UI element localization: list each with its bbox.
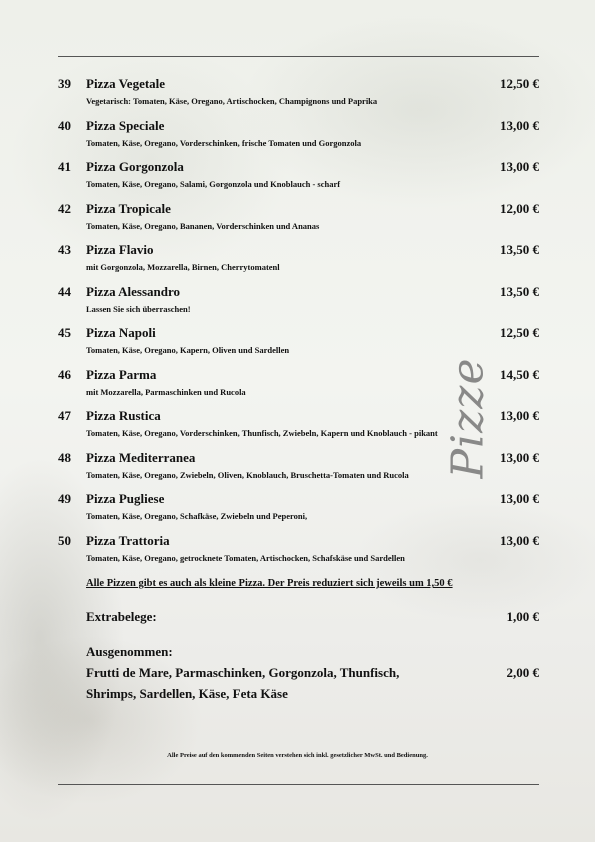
menu-item-name: Pizza Pugliese (86, 491, 165, 506)
menu-item (58, 118, 539, 154)
menu-item-description: Tomaten, Käse, Oregano, getrocknete Tomaten, Artischocken, Schafskäse und Sardellen (86, 552, 405, 563)
menu-item-description: mit Gorgonzola, Mozzarella, Birnen, Cherrytomatenl (86, 262, 280, 272)
menu-item-name: Pizza Flavio (86, 242, 154, 257)
menu-item-description: Vegetarisch: Tomaten, Käse, Oregano, Artischocken, Champignons und Paprika (86, 96, 378, 106)
menu-item-name: Pizza Vegetale (86, 76, 166, 91)
menu-item-number: 48 (58, 449, 71, 465)
menu-item (58, 491, 539, 527)
menu-item-price: 12,50 € (500, 76, 539, 91)
menu-item-price: 14,50 € (500, 366, 539, 382)
menu-item-description: Tomaten, Käse, Oregano, Schafkäse, Zwiebeln und Peperoni, (86, 511, 308, 521)
menu-item-name: Pizza Mediterranea (86, 449, 196, 465)
menu-item (58, 450, 539, 486)
menu-item-number: 50 (58, 532, 71, 548)
menu-item-number: 47 (58, 408, 71, 423)
menu-item-description: Tomaten, Käse, Oregano, Zwiebeln, Oliven, Knoblauch, Bruschetta-Tomaten und Rucola (86, 469, 409, 480)
menu-item (58, 367, 539, 403)
price-footnote: Alle Preise auf den kommenden Seiten verstehen sich inkl. gesetzlicher MwSt. und Bedienung. (167, 752, 428, 759)
bottom-divider (58, 784, 539, 785)
menu-item-number: 41 (58, 159, 71, 174)
menu-item-number: 39 (58, 76, 71, 91)
menu-item (58, 325, 539, 361)
menu-item-price: 12,50 € (500, 325, 539, 340)
menu-item-description: mit Mozzarella, Parmaschinken und Rucola (86, 386, 246, 397)
excluded-price: 2,00 € (506, 665, 539, 680)
menu-item (58, 533, 539, 569)
menu-item-price: 13,00 € (500, 491, 539, 506)
menu-item-description: Tomaten, Käse, Oregano, Bananen, Vorderschinken und Ananas (86, 220, 320, 231)
menu-item-name: Pizza Napoli (86, 325, 156, 340)
menu-item-price: 13,50 € (500, 242, 539, 257)
menu-item-number: 45 (58, 325, 71, 340)
menu-item-price: 13,00 € (500, 117, 539, 133)
menu-item-name: Pizza Parma (86, 366, 157, 382)
menu-item (58, 76, 539, 112)
menu-item-price: 13,00 € (500, 159, 539, 174)
section-title-vertical: Pizze (442, 357, 494, 479)
top-divider (58, 56, 539, 57)
menu-item-price: 13,50 € (500, 283, 539, 299)
menu-item-number: 40 (58, 117, 71, 133)
menu-item-description: Tomaten, Käse, Oregano, Vorderschinken, Thunfisch, Zwiebeln, Kapern und Knoblauch - pikant (86, 428, 438, 438)
menu-item (58, 284, 539, 320)
menu-item-name: Pizza Speciale (86, 117, 165, 133)
menu-item-number: 42 (58, 200, 71, 216)
menu-item-name: Pizza Alessandro (86, 283, 181, 299)
menu-item (58, 159, 539, 195)
menu-item-number: 44 (58, 283, 71, 299)
small-pizza-note: Alle Pizzen gibt es auch als kleine Pizza. Der Preis reduziert sich jeweils um 1,50 € (86, 578, 453, 589)
menu-item (58, 408, 539, 444)
menu-item-name: Pizza Rustica (86, 408, 161, 423)
menu-item-price: 13,00 € (500, 408, 539, 423)
menu-item-number: 46 (58, 366, 71, 382)
extras-label: Extrabelege: (86, 609, 157, 624)
menu-item-description: Tomaten, Käse, Oregano, Salami, Gorgonzola und Knoblauch - scharf (86, 179, 341, 189)
menu-item (58, 201, 539, 237)
excluded-list-line-1: Frutti de Mare, Parmaschinken, Gorgonzola, Thunfisch, (86, 665, 400, 680)
menu-item-price: 13,00 € (500, 532, 539, 548)
menu-item-name: Pizza Trattoria (86, 532, 170, 548)
menu-item-name: Pizza Gorgonzola (86, 159, 184, 174)
menu-item-price: 13,00 € (500, 449, 539, 465)
excluded-list-line-2: Shrimps, Sardellen, Käse, Feta Käse (86, 686, 288, 701)
menu-item-name: Pizza Tropicale (86, 200, 171, 216)
menu-item-description: Tomaten, Käse, Oregano, Vorderschinken, frische Tomaten und Gorgonzola (86, 137, 362, 148)
menu-item-description: Lassen Sie sich überraschen! (86, 303, 191, 314)
menu-item-number: 43 (58, 242, 71, 257)
extras-price: 1,00 € (506, 609, 539, 624)
menu-item (58, 242, 539, 278)
menu-item-description: Tomaten, Käse, Oregano, Kapern, Oliven und Sardellen (86, 345, 290, 355)
menu-item-price: 12,00 € (500, 200, 539, 216)
excluded-label: Ausgenommen: (86, 644, 173, 659)
menu-item-number: 49 (58, 491, 71, 506)
